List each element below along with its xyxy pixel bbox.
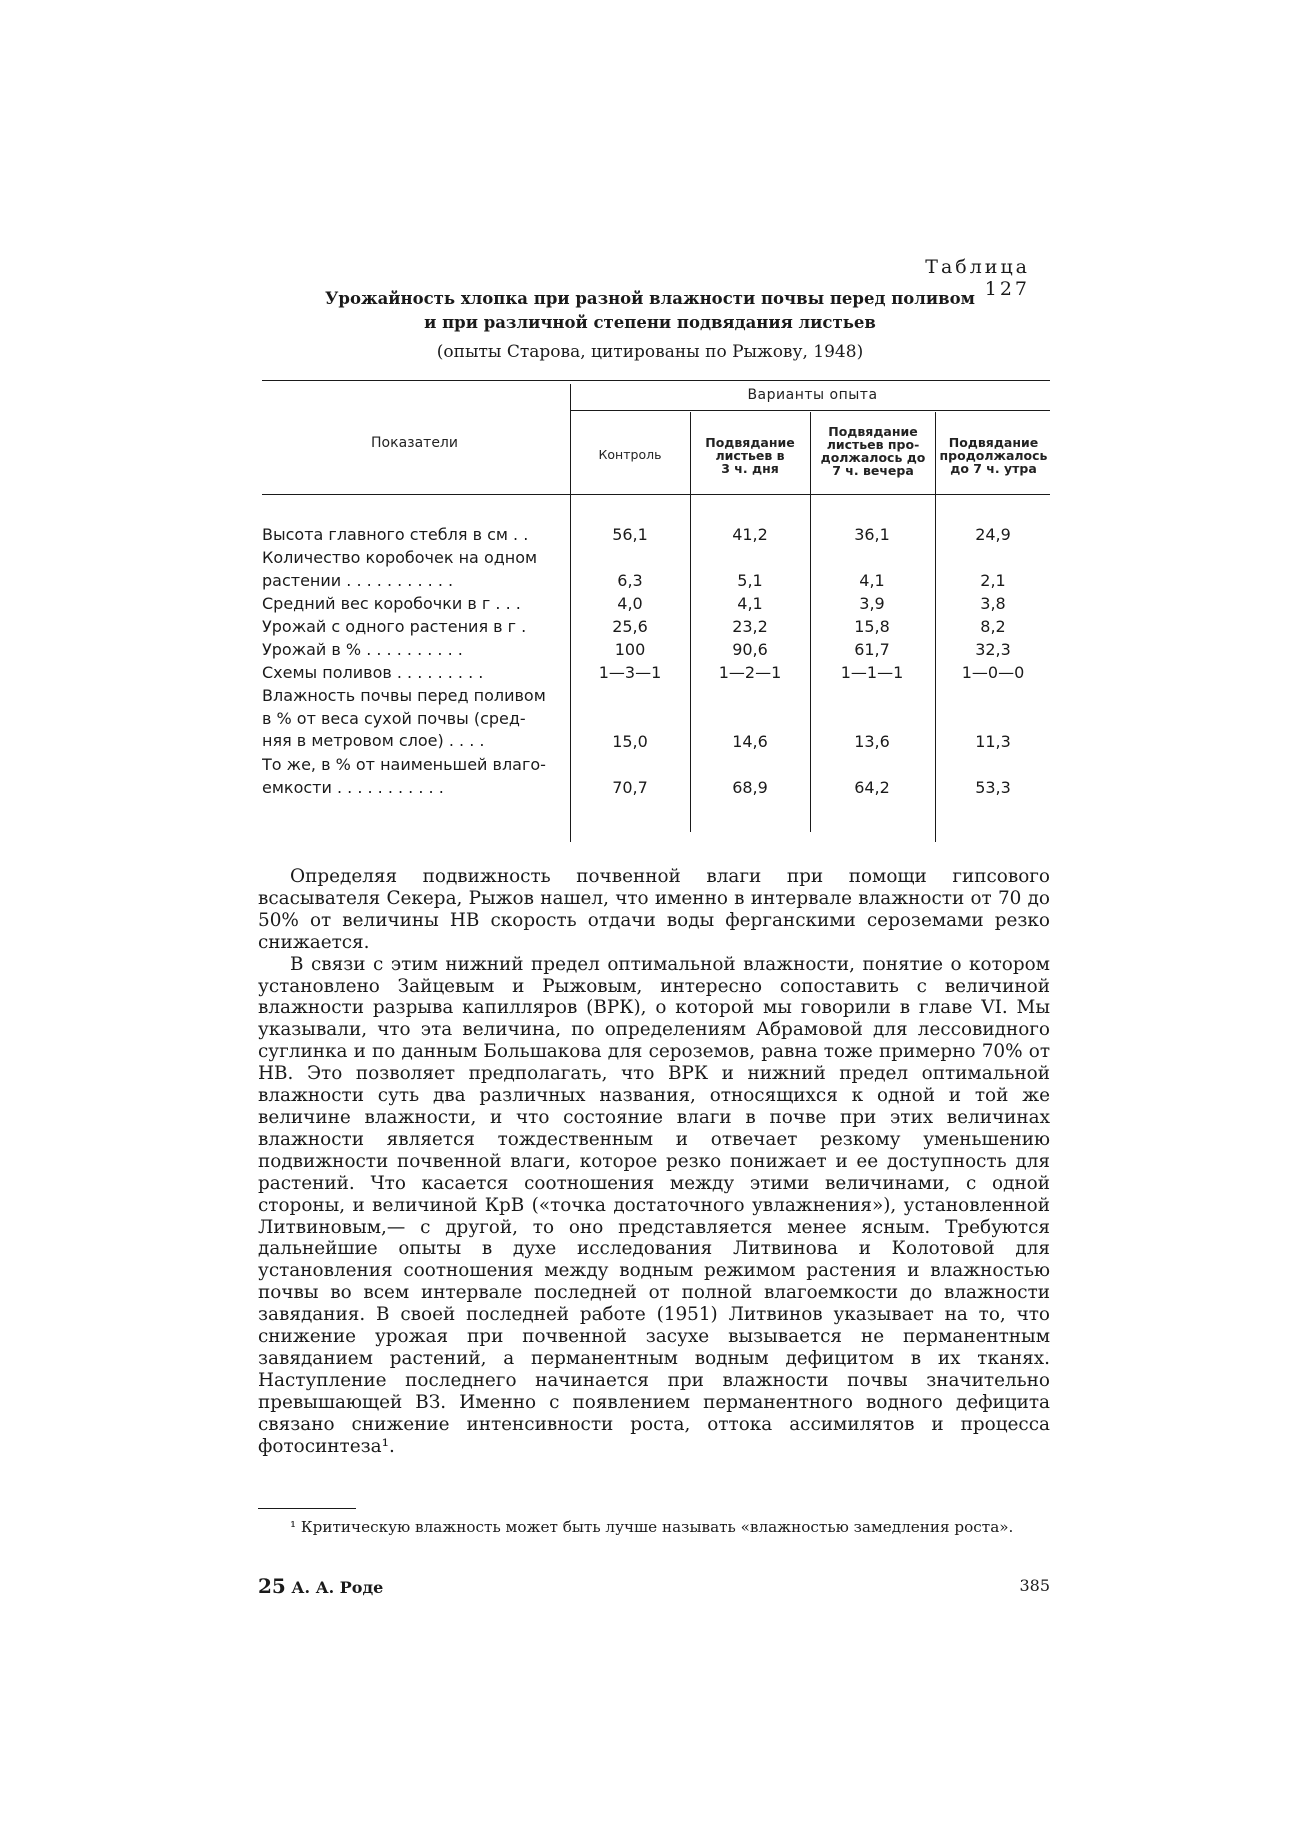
footnote-rule [258,1508,356,1509]
table-cell: 6,3 [617,571,643,590]
table-cell: 1—2—1 [718,663,782,682]
row-label-line: Влажность почвы перед поливом [262,686,546,705]
table-cell: 5,1 [737,571,763,590]
table-row-label [262,524,567,547]
header-wilting-7pm-line: должалось до [820,450,926,465]
table-cell: 61,7 [854,640,890,659]
table-title [260,287,1040,335]
row-label-line: Урожай с одного растения в г . [262,617,527,636]
header-wilting-3pm-line: Подвядание [705,435,795,450]
table-cell: 3,8 [980,594,1006,613]
header-wilting-7am-line: Подвядание [948,435,1039,450]
header-wilting-7pm-line: листьев про- [826,437,920,452]
header-bottom-rule [262,494,1050,495]
table-cell: 4,0 [617,594,643,613]
paragraph: В связи с этим нижний предел оптимальной влажности, понятие о котором установлено Зайцевым и Рыжовым, интересно сопоставить с величиной влажности разрыва капилляров (ВРК), о которой мы говорили в главе VI. Мы указывали, что эта величина, по определениям Абрамовой для лессовидного суглинка и по данным Большакова для сероземов, равна тоже примерно 70% от НВ. Это позволяет предполагать, что ВРК и нижний предел оптимальной влажности суть два различных названия, относящихся к одной и той же величине влажности, и что состояние влаги в почве при этих величинах влажности является тождественным и отвечает резкому уменьшению подвижности почвенной влаги, которое резко понижает и ее доступность для растений. Что касается соотношения между этими величинами, с одной стороны, и величиной КрВ («точка достаточного увлажнения»), установленной Литвиновым,— с другой, то оно представляется менее ясным. Требуются дальнейшие опыты в духе исследования Литвинова и Колотовой для установления соотношения между водным режимом растения и влажностью почвы во всем интервале последней от полной влагоемкости до влажности завядания. В своей последней работе (1951) Литвинов указывает на то, что снижение урожая при почвенной засухе вызывается не перманентным завяданием растений, а перманентным водным дефицитом в их тканях. Наступление последнего начинается при влажности почвы значительно превышающей ВЗ. Именно с появлением перманентного водного дефицита связано снижение интенсивности роста, оттока ассимилятов и процесса фотосинтеза¹. [258,953,1050,1457]
table-cell: 1—1—1 [840,663,904,682]
body-text [258,866,1050,1457]
variants-rule [570,410,1050,411]
header-wilting-7am-line: до 7 ч. утра [950,461,1037,476]
header-wilting-7pm-line: 7 ч. вечера [832,463,914,478]
header-variants: Варианты опыта [747,387,878,403]
footnote [258,1518,1050,1537]
signature-number: 25 [258,1574,286,1598]
table-row-label [262,662,567,685]
table-top-rule [262,380,1050,381]
table-cell: 1—3—1 [598,663,662,682]
table-cell: 64,2 [854,778,890,797]
header-control-line: Контроль [598,447,662,462]
header-wilting-7am [937,436,1050,475]
header-wilting-7am-line: продолжалось [939,448,1048,463]
table-title-line-1: Урожайность хлопка при разной влажности почвы перед поливом [325,289,975,308]
table-cell: 23,2 [732,617,768,636]
table-cell: 8,2 [980,617,1006,636]
row-label-line: емкости . . . . . . . . . . . [262,777,444,797]
table-cell: 1—0—0 [961,663,1025,682]
table-cell: 14,6 [732,732,768,751]
table-cell: 100 [614,640,646,659]
author-name: А. А. Роде [291,1578,384,1597]
table-cell: 4,1 [859,571,885,590]
table-cell: 53,3 [975,778,1011,797]
table-row-label [262,639,567,662]
table-cell: 11,3 [975,732,1011,751]
table-subtitle: (опыты Старова, цитированы по Рыжову, 1948) [436,342,864,362]
header-wilting-7pm [812,425,934,477]
table-cell: 56,1 [612,525,648,544]
table-cell: 4,1 [737,594,763,613]
row-label-line: Высота главного стебля в см . . [262,525,529,544]
table-cell: 25,6 [612,617,648,636]
row-label-line: растении . . . . . . . . . . . [262,570,454,590]
table-title-line-2: и при различной степени подвядания листьев [424,313,876,332]
row-label-line: няя в метровом слое) . . . . [262,731,485,750]
table-cell: 3,9 [859,594,885,613]
row-label-line: Количество коробочек на одном [262,548,538,567]
header-wilting-3pm [693,436,807,475]
table-cell: 15,8 [854,617,890,636]
footnote-text: ¹ Критическую влажность может быть лучше называть «влажностью замедления роста». [290,1518,1014,1536]
table-row-label [262,754,567,799]
table-cell: 24,9 [975,525,1011,544]
footer-signature [258,1574,383,1598]
row-label-line: Урожай в % . . . . . . . . . . [262,640,463,659]
table-cell: 41,2 [732,525,768,544]
table-cell: 70,7 [612,778,648,797]
table-row-label [262,685,567,753]
page-number: 385 [1019,1576,1050,1595]
table-row-label [262,593,567,616]
table-cell: 32,3 [975,640,1011,659]
table-number: Таблица 127 [925,256,1030,300]
row-label-line: То же, в % от наименьшей влаго- [262,755,546,774]
row-label-line: Средний вес коробочки в г . . . [262,594,521,613]
header-indicators: Показатели [371,435,458,451]
table-cell: 90,6 [732,640,768,659]
table-cell: 36,1 [854,525,890,544]
table-row-label [262,547,567,592]
header-wilting-7pm-line: Подвядание [828,424,918,439]
table-cell: 13,6 [854,732,890,751]
column-divider-2 [690,412,691,832]
table-cell: 15,0 [612,732,648,751]
column-divider-4 [935,412,936,842]
header-control [573,448,687,461]
column-divider-1 [570,384,571,842]
table-cell: 2,1 [980,571,1006,590]
table-row-label [262,616,567,639]
column-divider-3 [810,412,811,832]
row-label-line: в % от веса сухой почвы (сред- [262,708,526,728]
table-cell: 68,9 [732,778,768,797]
paragraph: Определяя подвижность почвенной влаги при помощи гипсового всасывателя Секера, Рыжов нашел, что именно в интервале влажности от 70 до 50% от величины НВ скорость отдачи воды ферганскими сероземами резко снижается. [258,866,1050,953]
header-wilting-3pm-line: листьев в [715,448,785,463]
header-wilting-3pm-line: 3 ч. дня [721,461,779,476]
row-label-line: Схемы поливов . . . . . . . . . [262,663,484,682]
